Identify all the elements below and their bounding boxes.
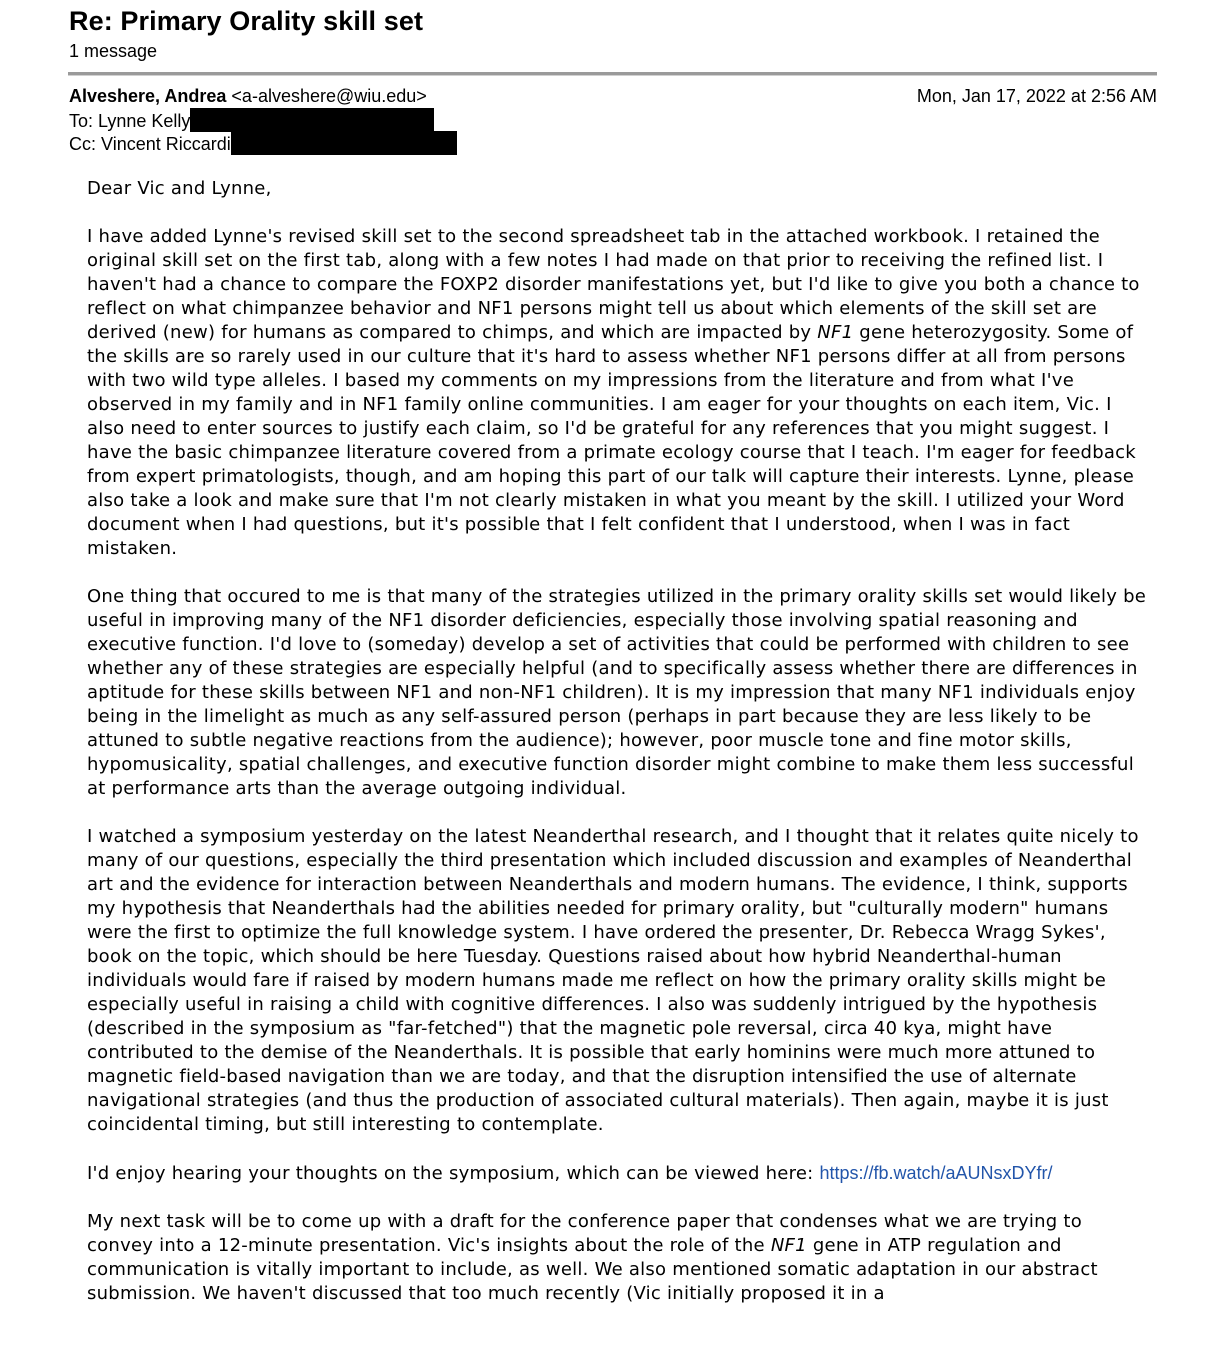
message-count: 1 message: [69, 41, 158, 61]
cc-label: Cc:: [69, 134, 96, 154]
paragraph-5-text-b: gene in ATP regulation and communication is vitally important to include, as well. We also mentioned somatic adaptation in our abstract submission. We haven't discussed that too much recently (Vic initially proposed it in a: [87, 1235, 1098, 1304]
paragraph-1: [87, 225, 1147, 561]
to-label: To:: [69, 111, 94, 131]
sender-line: [69, 86, 427, 107]
redacted-cc-address: [231, 131, 457, 155]
message-date: Mon, Jan 17, 2022 at 2:56 AM: [916, 86, 1157, 106]
gene-name: NF1: [817, 322, 854, 343]
to-line: [69, 108, 434, 132]
paragraph-5: [87, 1210, 1147, 1306]
paragraph-5-text-a: My next task will be to come up with a draft for the conference paper that condenses what we are trying to convey into a 12-minute presentation. Vic's insights about the role of the: [87, 1211, 1082, 1256]
sender-name: Alveshere, Andrea: [69, 86, 227, 106]
sender-email[interactable]: <a-alveshere@wiu.edu>: [231, 86, 427, 106]
greeting: Dear Vic and Lynne,: [87, 178, 272, 199]
header-divider: [68, 72, 1157, 76]
to-name: Lynne Kelly: [98, 111, 191, 131]
cc-name: Vincent Riccardi: [101, 134, 231, 154]
email-subject: Re: Primary Orality skill set: [69, 6, 424, 36]
message-body: [87, 177, 1147, 1330]
paragraph-4: [87, 1161, 1147, 1186]
gene-name: NF1: [770, 1235, 807, 1256]
cc-line: [69, 131, 457, 155]
paragraph-2: One thing that occured to me is that many of the strategies utilized in the primary orality skills set would likely be useful in improving many of the NF1 disorder deficiencies, especially those involving spatial reasoning and executive function. I'd love to (someday) develop a set of activities that could be performed with children to see whether any of these strategies are especially helpful (and to specifically assess whether there are differences in aptitude for these skills between NF1 and non-NF1 children). It is my impression that many NF1 individuals enjoy being in the limelight as much as any self-assured person (perhaps in part because they are less likely to be attuned to subtle negative reactions from the audience); however, poor muscle tone and fine motor skills, hypomusicality, spatial challenges, and executive function disorder might combine to make them less successful at performance arts than the average outgoing individual.: [87, 586, 1147, 799]
symposium-link[interactable]: https://fb.watch/aAUNsxDYfr/: [819, 1163, 1053, 1183]
paragraph-4-text: I'd enjoy hearing your thoughts on the symposium, which can be viewed here:: [87, 1163, 820, 1184]
redacted-to-address: [190, 108, 434, 132]
paragraph-3: I watched a symposium yesterday on the latest Neanderthal research, and I thought that it relates quite nicely to many of our questions, especially the third presentation which included discussion and examples of Neanderthal art and the evidence for interaction between Neanderthals and modern humans. The evidence, I think, supports my hypothesis that Neanderthals had the abilities needed for primary orality, but "culturally modern" humans were the first to optimize the full knowledge system. I have ordered the presenter, Dr. Rebecca Wragg Sykes', book on the topic, which should be here Tuesday. Questions raised about how hybrid Neanderthal-human individuals would fare if raised by modern humans made me reflect on how the primary orality skills might be especially useful in raising a child with cognitive differences. I also was suddenly intrigued by the hypothesis (described in the symposium as "far-fetched") that the magnetic pole reversal, circa 40 kya, might have contributed to the demise of the Neanderthals. It is possible that early hominins were much more attuned to magnetic field-based navigation than we are today, and that the disruption intensified the use of alternate navigational strategies (and thus the production of associated cultural materials). Then again, maybe it is just coincidental timing, but still interesting to contemplate.: [87, 826, 1139, 1135]
paragraph-1-text-a: I have added Lynne's revised skill set to the second spreadsheet tab in the attached workbook. I retained the original skill set on the first tab, along with a few notes I had made on that prior to receiving the refined list. I haven't had a chance to compare the FOXP2 disorder manifestations yet, but I'd like to give you both a chance to reflect on what chimpanzee behavior and NF1 persons might tell us about which elements of the skill set are derived (new) for humans as compared to chimps, and which are impacted by: [87, 226, 1140, 343]
paragraph-1-text-b: gene heterozygosity. Some of the skills are so rarely used in our culture that it's hard to assess whether NF1 persons differ at all from persons with two wild type alleles. I based my comments on my impressions from the literature and from what I've observed in my family and in NF1 family online communities. I am eager for your thoughts on each item, Vic. I also need to enter sources to justify each claim, so I'd be grateful for any references that you might suggest. I have the basic chimpanzee literature covered from a primate ecology course that I teach. I'm eager for feedback from expert primatologists, though, and am hoping this part of our talk will capture their interests. Lynne, please also take a look and make sure that I'm not clearly mistaken in what you meant by the skill. I utilized your Word document when I had questions, but it's possible that I felt confident that I understood, when I was in fact mistaken.: [87, 322, 1136, 559]
